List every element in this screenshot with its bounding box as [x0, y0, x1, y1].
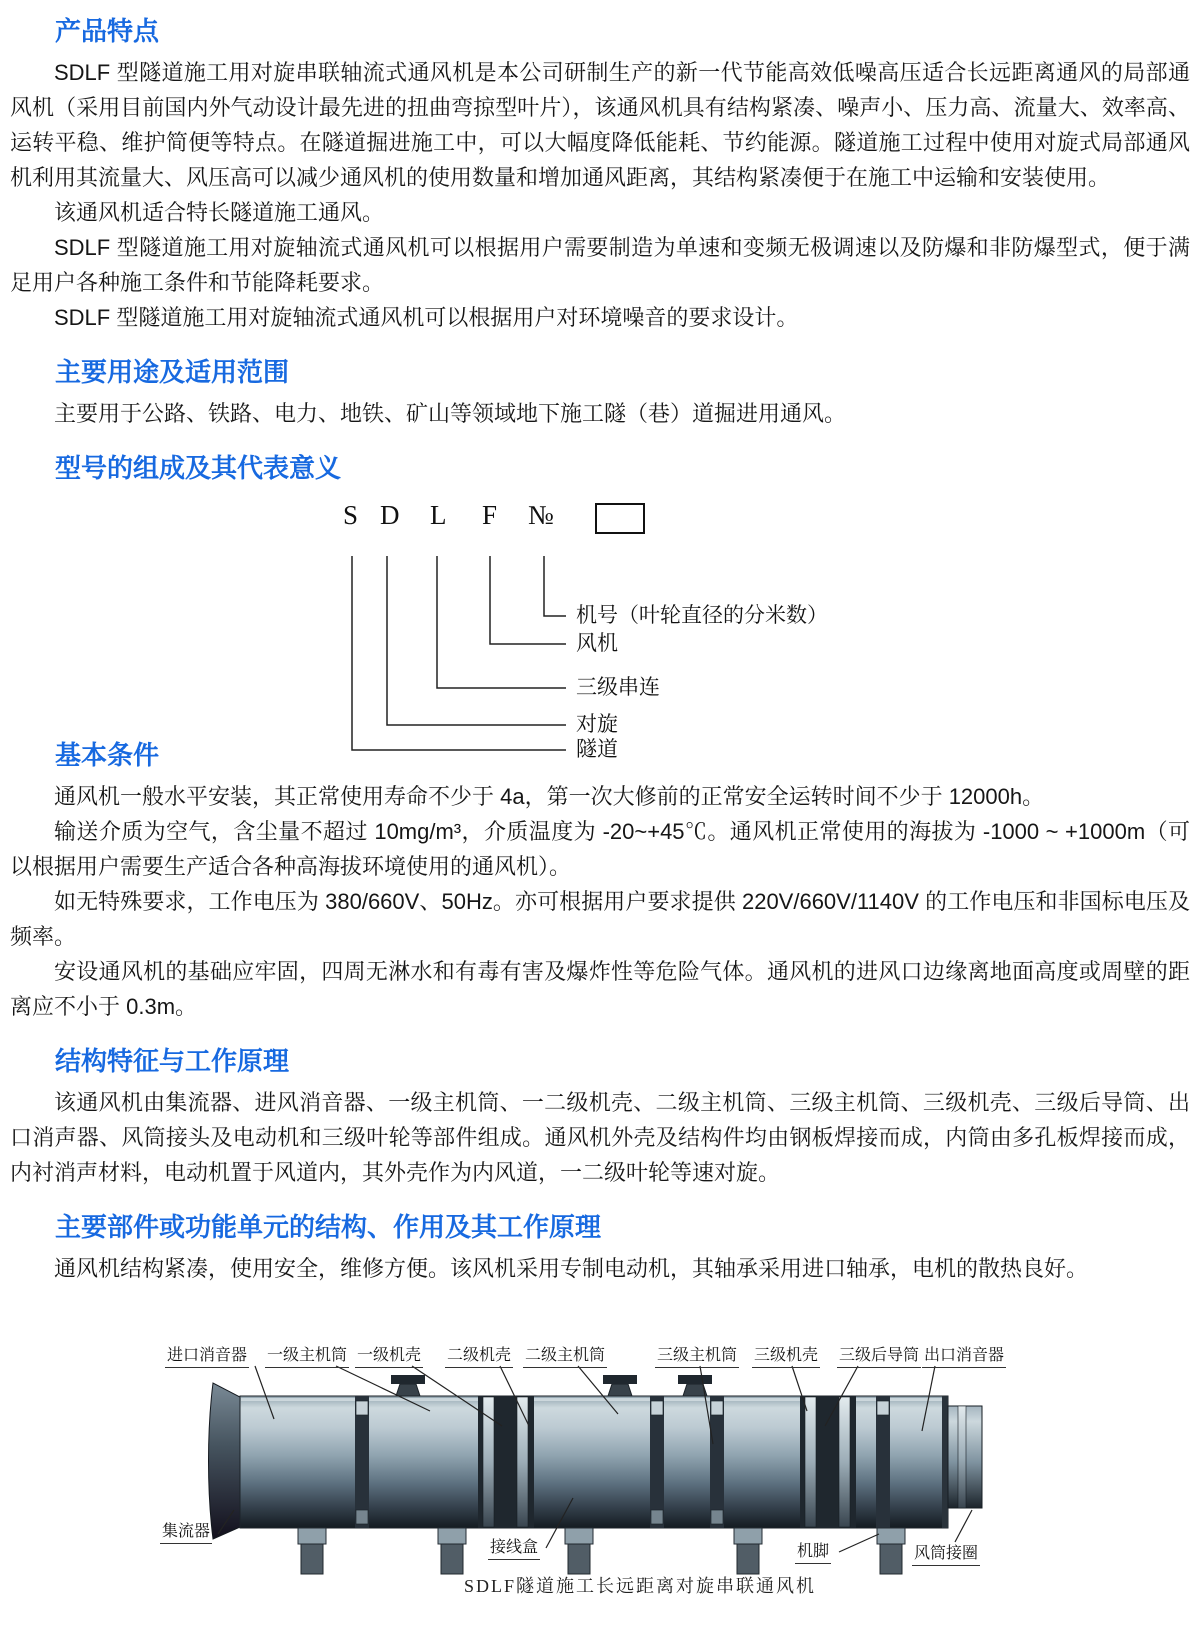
label-stage2-casing: 二级机壳: [445, 1342, 513, 1368]
label-stage3-guide-duct: 三级后导筒: [837, 1342, 921, 1368]
paragraph: 安设通风机的基础应牢固，四周无淋水和有毒有害及爆炸性等危险气体。通风机的进风口边缘离地面高度或周壁的距离应不小于 0.3m。: [10, 959, 1190, 1019]
section-main-components: [10, 1212, 1190, 1286]
model-letter-s: S: [343, 500, 359, 530]
model-label-three-stage: 三级串连: [576, 676, 660, 699]
section-main-uses: [10, 357, 1190, 431]
section-basic-conditions: [10, 740, 1190, 1024]
paragraph: 如无特殊要求，工作电压为 380/660V、50Hz。亦可根据用户要求提供 220V/660V/1140V 的工作电压和非国标电压及频率。: [10, 889, 1190, 949]
paragraph: 通风机一般水平安装，其正常使用寿命不少于 4a，第一次大修前的正常安全运转时间不少于 12000h。: [54, 784, 1045, 809]
label-inlet-silencer: 进口消音器: [165, 1342, 249, 1368]
section-heading: 结构特征与工作原理: [55, 1046, 290, 1076]
paragraph: 通风机结构紧凑，使用安全，维修方便。该风机采用专制电动机，其轴承采用进口轴承，电机的散热良好。: [54, 1256, 1089, 1281]
model-label-fan: 风机: [576, 632, 618, 655]
paragraph: 该通风机由集流器、进风消音器、一级主机筒、一二级机壳、二级主机筒、三级主机筒、三级机壳、三级后导筒、出口消声器、风筒接头及电动机和三级叶轮等部件组成。通风机外壳及结构件均由钢板焊接而成，内筒由多孔板焊接而成，内衬消声材料，电动机置于风道内，其外壳作为内风道，一二级叶轮等速对旋。: [10, 1090, 1190, 1185]
label-junction-box: 接线盒: [488, 1534, 540, 1560]
label-stage3-casing: 三级机壳: [752, 1342, 820, 1368]
section-structure-principle: [10, 1046, 1190, 1190]
paragraph: SDLF 型隧道施工用对旋轴流式通风机可以根据用户对环境噪音的要求设计。: [54, 305, 799, 330]
model-label-contra: 对旋: [576, 713, 618, 736]
paragraph: 该通风机适合特长隧道施工通风。: [54, 200, 385, 225]
model-label-tunnel: 隧道: [576, 738, 618, 761]
model-letter-no: №: [528, 500, 554, 530]
section-heading: 主要用途及适用范围: [55, 357, 290, 387]
section-heading: 基本条件: [55, 740, 160, 770]
junction-boxes: [391, 1375, 712, 1396]
paragraph: 主要用于公路、铁路、电力、地铁、矿山等领域地下施工隧（巷）道掘进用通风。: [54, 401, 847, 426]
section-heading: 产品特点: [55, 16, 160, 46]
section-heading: 主要部件或功能单元的结构、作用及其工作原理: [55, 1212, 602, 1242]
paragraph: SDLF 型隧道施工用对旋轴流式通风机可以根据用户需要制造为单速和变频无极调速以及防爆和非防爆型式，便于满足用户各种施工条件和节能降耗要求。: [10, 235, 1190, 295]
paragraph: SDLF 型隧道施工用对旋串联轴流式通风机是本公司研制生产的新一代节能高效低噪高压适合长远距离通风的局部通风机（采用目前国内外气动设计最先进的扭曲弯掠型叶片），该通风机具有结构紧凑、噪声小、压力高、流量大、效率高、运转平稳、维护简便等特点。在隧道掘进施工中，可以大幅度降低能耗、节约能源。隧道施工过程中使用对旋式局部通风机利用其流量大、风压高可以减少通风机的使用数量和增加通风距离，其结构紧凑便于在施工中运输和安装使用。: [10, 60, 1190, 190]
label-outlet-silencer: 出口消音器: [922, 1342, 1006, 1368]
fan-caption: SDLF隧道施工长远距离对旋串联通风机: [463, 1576, 816, 1596]
label-collector: 集流器: [160, 1518, 212, 1544]
fan-illustration: [10, 1326, 1190, 1611]
model-label-fan-number: 机号（叶轮直径的分米数）: [576, 604, 828, 627]
label-duct-ring: 风筒接圈: [912, 1540, 980, 1566]
section-heading: 型号的组成及其代表意义: [55, 453, 342, 483]
model-letter-l: L: [430, 500, 447, 530]
model-letter-f: F: [482, 500, 498, 530]
label-stage1-main-barrel: 一级主机筒: [265, 1342, 349, 1368]
model-letter-d: D: [380, 500, 400, 530]
label-stage1-casing: 一级机壳: [355, 1342, 423, 1368]
model-number-box: [595, 503, 645, 534]
paragraph: 输送介质为空气，含尘量不超过 10mg/m³，介质温度为 -20~+45℃。通风机正常使用的海拔为 -1000 ~ +1000m（可以根据用户需要生产适合各种高海拔环境使用的通风机）。: [10, 819, 1190, 879]
label-stage3-main-barrel: 三级主机筒: [655, 1342, 739, 1368]
label-machine-foot: 机脚: [795, 1538, 831, 1564]
section-product-features: [10, 16, 1190, 335]
label-stage2-main-barrel: 二级主机筒: [523, 1342, 607, 1368]
fan-drawing: [10, 1326, 1190, 1611]
